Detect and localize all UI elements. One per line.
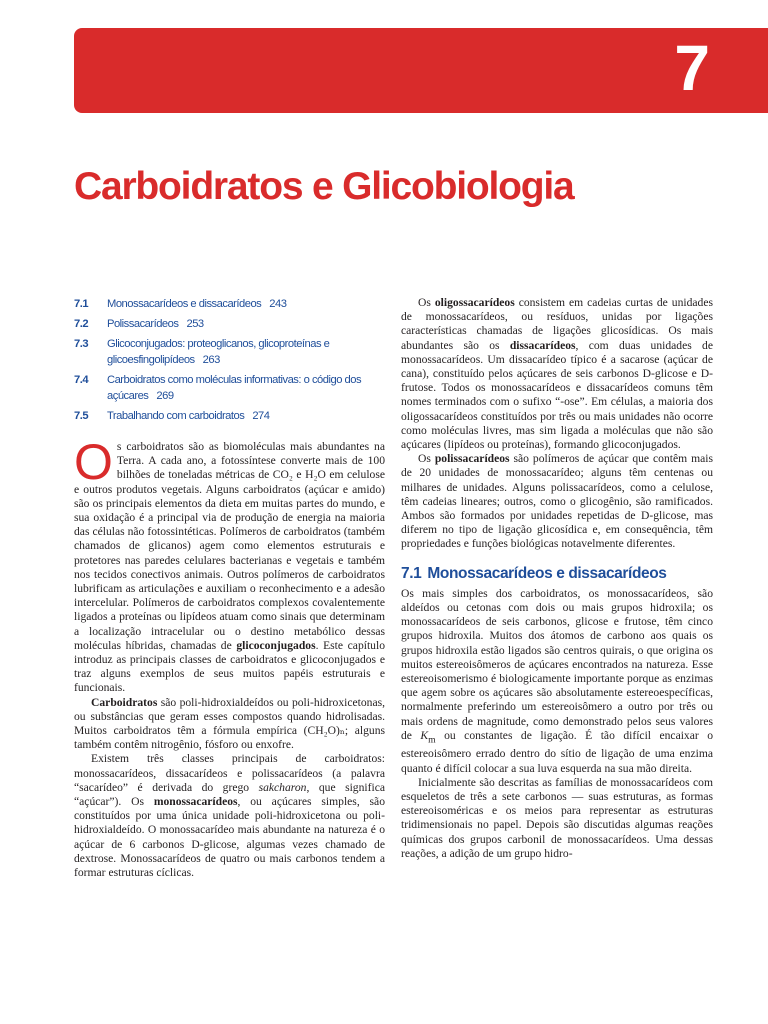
toc-item-text: Carboidratos como moléculas informativas: o código dos açúcares bbox=[107, 374, 362, 402]
toc-item[interactable] bbox=[74, 316, 374, 332]
bold-term: glicoconjugados bbox=[236, 638, 316, 652]
intro-paragraph: Os carboidratos são as biomoléculas mais abundantes na Terra. A cada ano, a fotossíntese converte mais de 100 bilhões de toneladas métricas de CO₂ e H₂O em celulose e outros produtos vegetais. Alguns carboidratos (açúcar e amido) são os principais elementos da dieta em muitas partes do mundo, e sua oxidação é a principal via de produção de energia na maioria das células não fotossintéticas. Polímeros de carboidratos (também chamados de glicanos) agem como elementos estruturais e protetores nas paredes celulares bacterianas e vegetais e também nos tecidos conectivos animais. Outros polímeros de carboidratos lubrificam as articulações e auxiliam o reconhecimento e a adesão intercelular. Polímeros de carboidratos complexos covalentemente ligados a proteínas ou lipídeos atuam como sinais que determinam a localização intracelular ou o destino metabólico dessas moléculas híbridas, chamadas de glicoconjugados. Este capítulo introduz as principais classes de carboidratos e glicoconjugados e traz alguns exemplos de seus muitos papéis estruturais e funcionais. bbox=[74, 434, 385, 695]
toc-item-page: 263 bbox=[202, 354, 220, 366]
toc-item-text: Trabalhando com carboidratos bbox=[107, 410, 245, 422]
subscript: m bbox=[428, 734, 436, 746]
bold-term: Carboidratos bbox=[91, 695, 158, 709]
bold-term: dissacarídeos bbox=[509, 338, 576, 352]
body-paragraph: Inicialmente são descritas as famílias de monossacarídeos com esqueletos de três a sete carbonos — suas estruturas, as formas estereoisoméricas e os meios para representar as estruturas tridimensionais no papel. Depois são discutidas algumas reações químicas dos grupos carbonil de monossacarídeos. Uma dessas reações, a adição de um grupo hidro- bbox=[401, 775, 713, 860]
section-heading bbox=[401, 564, 713, 582]
toc-item-number: 7.5 bbox=[74, 410, 89, 422]
body-paragraph: Existem três classes principais de carboidratos: monossacarídeos, dissacarídeos e polissacarídeos (a palavra “sacarídeo” é derivada do grego sakcharon, que significa “açúcar”). Os monossacarídeos, ou açúcares simples, são constituídos por uma única unidade poli-hidroxicetona ou poli-hidroxialdeído. O monossacarídeo mais abundante na natureza é o açúcar de 6 carbonos D-glicose, algumas vezes chamado de dextrose. Monossacarídeos de quatro ou mais carbonos tendem a formar estruturas cíclicas. bbox=[74, 752, 385, 880]
toc-item-text: Monossacarídeos e dissacarídeos bbox=[107, 298, 262, 310]
toc-item-number: 7.1 bbox=[74, 298, 89, 310]
italic-term: sakcharon bbox=[258, 780, 307, 794]
body-paragraph: Os oligossacarídeos consistem em cadeias curtas de unidades de monossacarídeos, ou resíduos, unidas por ligações características chamadas de ligações glicosídicas. Os mais abundantes são os dissacarídeos, com duas unidades de monossacarídeos. Um dissacarídeo típico é a sacarose (açúcar de cana), constituído pelos açúcares de seis carbonos D-glicose e D-frutose. Todos os monossacarídeos e dissacarídeos comuns têm nomes terminados com o sufixo “-ose”. Em células, a maioria dos oligossacarídeos constituídos por três ou mais unidades não ocorre como moléculas livres, mas sim ligada a moléculas que não são açúcares (lipídeos ou proteínas), formando glicoconjugados. bbox=[401, 296, 713, 452]
body-paragraph: Carboidratos são poli-hidroxialdeídos ou poli-hidroxicetonas, ou substâncias que geram esses compostos quando hidrolisadas. Muitos carboidratos têm a fórmula empírica (CH₂O)ₙ; alguns também contêm nitrogênio, fósforo ou enxofre. bbox=[74, 695, 385, 752]
toc-item[interactable] bbox=[74, 336, 374, 368]
bold-term: polissacarídeos bbox=[434, 452, 510, 466]
bold-term: monossacarídeos bbox=[153, 795, 238, 809]
chapter-title: Carboidratos e Glicobiologia bbox=[74, 165, 574, 208]
toc-item-text: Glicoconjugados: proteoglicanos, glicoproteínas e glicoesfingolipídeos bbox=[107, 338, 330, 366]
drop-cap: O bbox=[74, 434, 113, 490]
body-paragraph: Os mais simples dos carboidratos, os monossacarídeos, são aldeídos ou cetonas com dois ou mais grupos hidroxila; os monossacarídeos de seis carbonos, glicose e frutose, têm cinco grupos hidroxila. Muitos dos átomos de carbono aos quais os grupos hidroxila estão ligados são centros quirais, o que origina os muitos estereoisômeros de açúcares encontrados na natureza. Esse estereoisomerismo é biologicamente importante porque as enzimas que agem sobre os açúcares são absolutamente estereoespecíficas, normalmente preferindo um estereoisômero a outro por três ou mais ordens de magnitude, como demonstrado pelos seus valores de $K_m$ ou constantes de ligação. É tão difícil encaixar o estereoisômero errado dentro do sítio de ligação de uma enzima quanto é difícil colocar a sua luva esquerda na sua mão direita. bbox=[401, 586, 713, 775]
toc-item-page: 269 bbox=[156, 390, 174, 402]
section-title: Monossacarídeos e dissacarídeos bbox=[427, 564, 667, 582]
toc-item[interactable] bbox=[74, 296, 374, 312]
section-number: 7.1 bbox=[401, 564, 422, 582]
body-paragraph: Os polissacarídeos são polímeros de açúcar que contêm mais de 20 unidades de monossacarídeo; alguns têm centenas ou milhares de unidades. Alguns polissacarídeos, como a celulose, têm cadeias lineares; outros, como o glicogênio, são ramificados. Ambos são formados por unidades repetidas de D-glicose, mas diferem no tipo de ligação glicosídica e, em consequência, têm propriedades e funções biológicas notavelmente diferentes. bbox=[401, 452, 713, 551]
toc-item-page: 274 bbox=[252, 410, 270, 422]
bold-term: oligossacarídeos bbox=[434, 296, 515, 309]
toc-item-number: 7.3 bbox=[74, 338, 89, 350]
toc-item-text: Polissacarídeos bbox=[107, 318, 179, 330]
toc-item[interactable] bbox=[74, 408, 374, 424]
chapter-number: 7 bbox=[674, 32, 710, 104]
toc-item-page: 243 bbox=[269, 298, 287, 310]
left-text-column bbox=[74, 434, 385, 880]
chapter-banner bbox=[74, 28, 768, 113]
toc-item-number: 7.2 bbox=[74, 318, 89, 330]
toc-item-number: 7.4 bbox=[74, 374, 89, 386]
right-text-column bbox=[401, 296, 713, 861]
italic-term: K bbox=[420, 728, 429, 742]
toc-item[interactable] bbox=[74, 372, 374, 404]
table-of-contents bbox=[74, 296, 374, 428]
toc-item-page: 253 bbox=[186, 318, 204, 330]
